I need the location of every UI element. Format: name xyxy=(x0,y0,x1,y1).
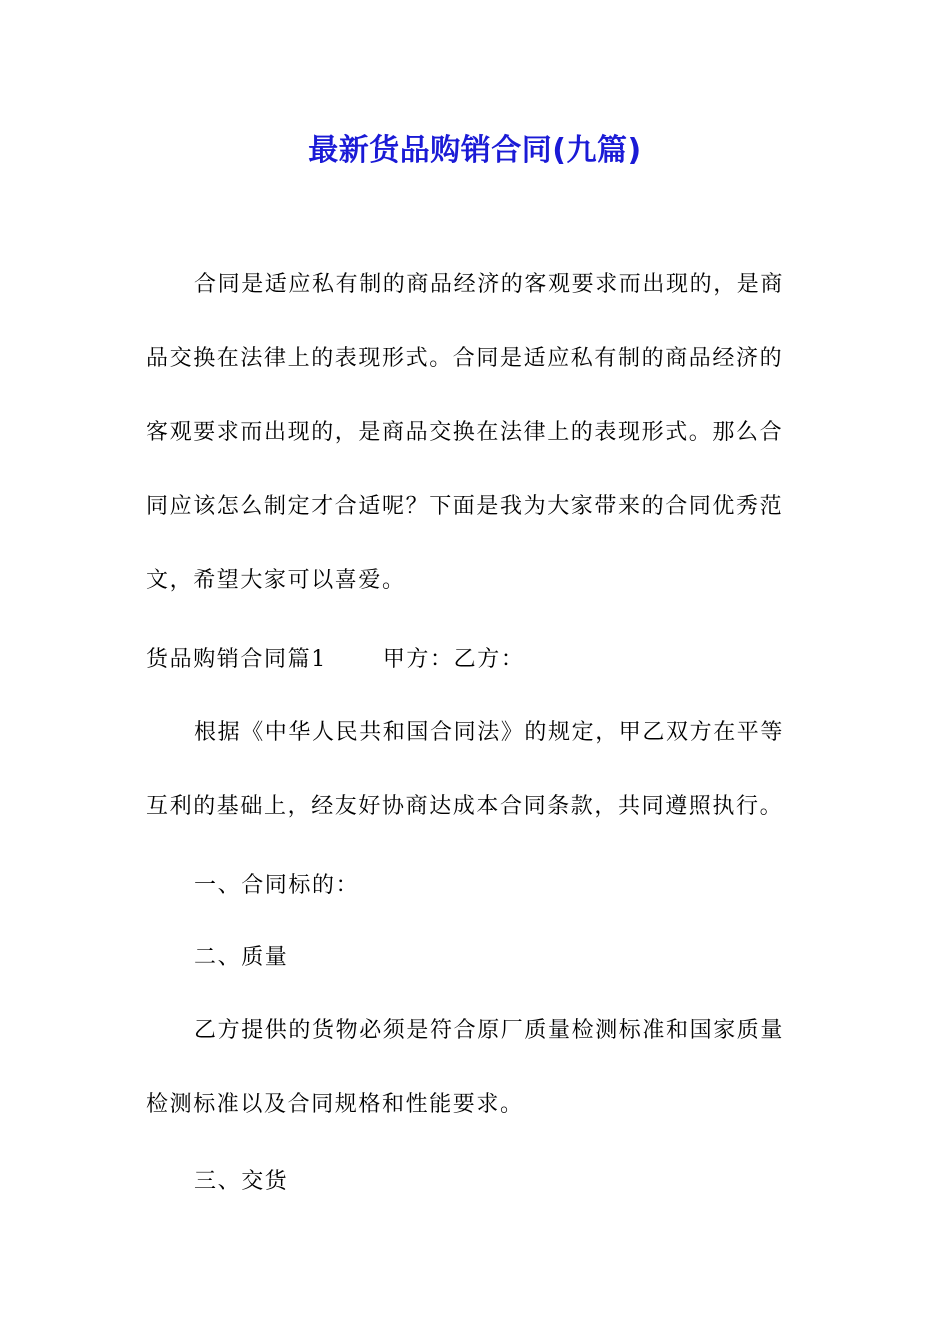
parties-label: 甲方：乙方： xyxy=(382,647,525,672)
quality-paragraph: 乙方提供的货物必须是符合原厂质量检测标准和国家质量检测标准以及合同规格和性能要求。 xyxy=(146,1018,785,1117)
intro-paragraph: 合同是适应私有制的商品经济的客观要求而出现的，是商品交换在法律上的表现形式。合同是适应私有制的商品经济的客观要求而出现的，是商品交换在法律上的表现形式。那么合同应该怎么制定才合适呢？下面是我为大家带来的合同优秀范文，希望大家可以喜爱。 xyxy=(146,272,785,593)
clause-3-heading: 三、交货 xyxy=(194,1169,289,1194)
section-heading: 货品购销合同篇1 xyxy=(146,647,327,672)
section-heading-line xyxy=(146,640,524,680)
clause-2-heading: 二、质量 xyxy=(194,945,289,970)
document-title: 最新货品购销合同(九篇) xyxy=(308,133,642,168)
clause-1-heading: 一、合同标的： xyxy=(194,873,360,898)
basis-paragraph: 根据《中华人民共和国合同法》的规定，甲乙双方在平等互利的基础上，经友好协商达成本合同条款，共同遵照执行。 xyxy=(146,720,785,819)
